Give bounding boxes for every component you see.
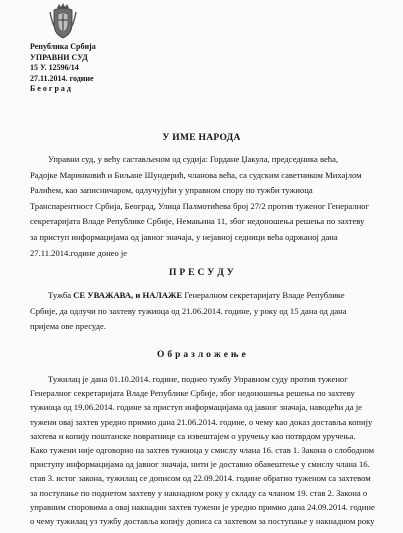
header-court: УПРАВНИ СУД bbox=[30, 52, 88, 62]
intro-line: за приступ информацијама од јавног значаја, у нејавној седници већа одржаној дана bbox=[30, 231, 338, 242]
reasoning-line: управним споровима а овај накнадни захтев тужени је уредно примио дана 24.09.2014. године bbox=[30, 501, 375, 512]
reasoning-line: Како тужени није одговорио на захтев тужиоца у смислу члана 16. став 1. Закона о слободном bbox=[30, 445, 375, 456]
coat-of-arms-icon bbox=[48, 2, 78, 40]
intro-line: Транспарентност Србија, Београд, Улица Палмотићева број 27/2 против туженог Генералног bbox=[30, 200, 369, 211]
reasoning-line: о чему тужилац уз тужбу доставља копију дописа са захтевом за поступање у накнадном року bbox=[30, 516, 375, 527]
title-in-name: У ИМЕ НАРОДА bbox=[162, 133, 241, 143]
court-header bbox=[30, 42, 96, 95]
header-case-number: 15 У. 12596/14 bbox=[30, 63, 79, 72]
title-reasoning: О б р а з л о ж е њ е bbox=[156, 350, 246, 360]
title-verdict: П Р Е С У Д У bbox=[168, 268, 235, 278]
intro-line: 27.11.2014.године донео је bbox=[30, 247, 128, 258]
reasoning-line: став 3. истог закона, тужилац се дописом од 22.09.2014. године обратио туженом са захтевом bbox=[30, 473, 371, 484]
verdict-line bbox=[30, 288, 395, 304]
verdict-line: Србије, да одлучи по захтеву тужиоца од 21.06.2014. године, у року од 15 дана од дана bbox=[30, 305, 347, 316]
reasoning-line: тужени овај захтев уредно примио дана 21.06.2014. године, о чему као доказ доставља копију bbox=[30, 416, 373, 427]
verdict-post: Генералном секретаријату Владе Републике bbox=[182, 290, 345, 300]
reasoning-line: тужиоца од 19.06.2014. године за приступ информацијама од јавног значаја, наводећи да је bbox=[30, 402, 362, 413]
reasoning-line: Генералног секретаријата Владе Републике Србије, због недоношења решења по захтеву bbox=[30, 388, 355, 399]
intro-line: Радојке Маринковић и Биљане Шундерић, чланова већа, са судским саветником Михајлом bbox=[30, 169, 362, 180]
verdict-line: пријема ове пресуде. bbox=[30, 321, 107, 332]
intro-line: Ралићем, као записничаром, одлучујући у управном спору по тужби тужиоца bbox=[30, 185, 313, 196]
verdict-pre: Тужба bbox=[48, 290, 74, 300]
intro-line: секретаријата Владе Републике Србије, Немањина 11, због недоношења решења по захтеву bbox=[30, 216, 365, 227]
reasoning-paragraph bbox=[30, 372, 395, 528]
reasoning-line: Тужилац је дана 01.10.2014. године, поднео тужбу Управном суду против туженог bbox=[48, 374, 348, 384]
header-country: Република Србија bbox=[30, 42, 96, 51]
reasoning-line: за поступање по поднетом захтеву у накнадном року у складу са чланом 19. став 2. Закона о bbox=[30, 487, 368, 498]
verdict-decision: СЕ УВАЖАВА, и НАЛАЖЕ bbox=[73, 290, 183, 300]
verdict-paragraph bbox=[30, 288, 395, 335]
reasoning-line: захтева и копију поштанске повратнице са извештајем о уручењу као потврдом уручења. bbox=[30, 430, 356, 441]
reasoning-line: приступу информацијама од јавног значаја, нити је доставио обавештење у смислу члана 16. bbox=[30, 459, 370, 470]
intro-paragraph bbox=[30, 152, 395, 261]
intro-line: Управни суд, у већу састављеном од судија: Гордане Џакула, председника већа, bbox=[48, 154, 339, 164]
header-city: Б е о г р а д bbox=[30, 84, 71, 93]
header-date: 27.11.2014. године bbox=[30, 73, 94, 83]
